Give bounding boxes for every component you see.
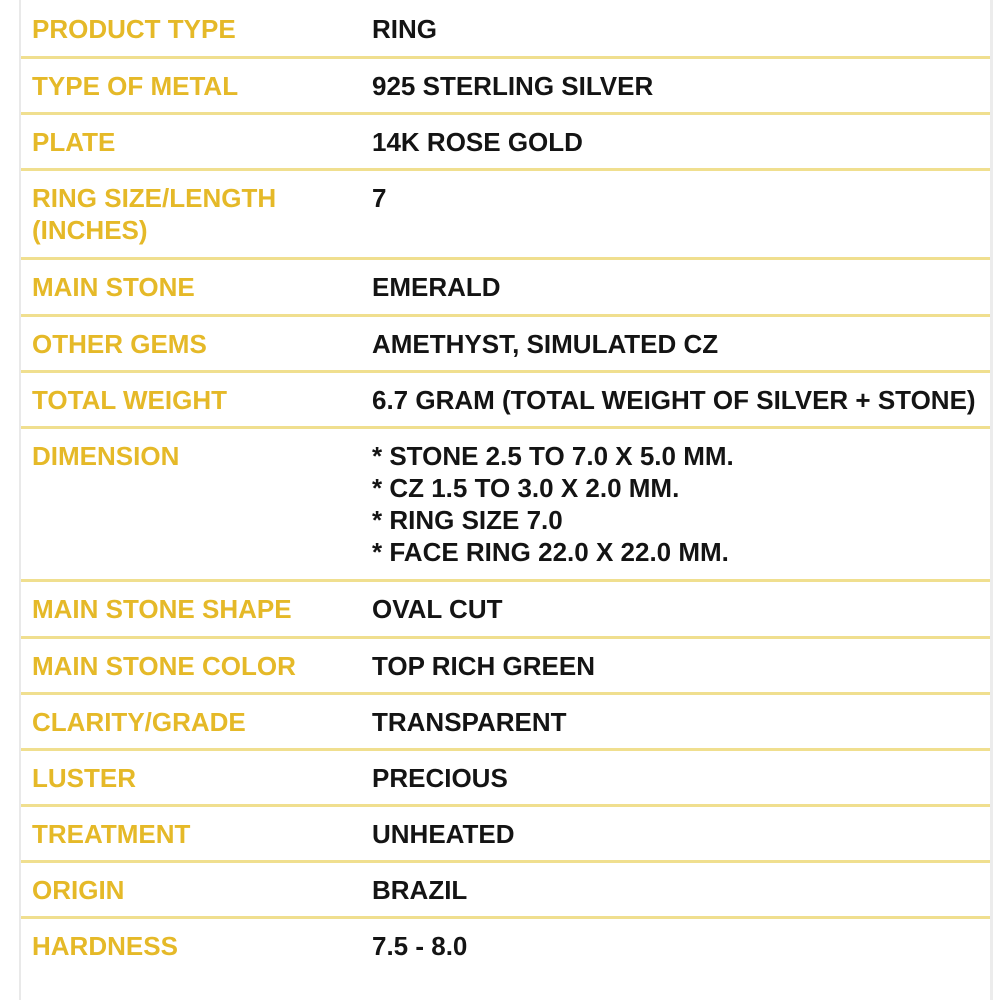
spec-row-type-of-metal <box>21 59 990 115</box>
spec-label: HARDNESS <box>32 931 178 961</box>
spec-row-luster <box>21 751 990 807</box>
spec-value: 6.7 GRAM (TOTAL WEIGHT OF SILVER + STONE) <box>372 385 976 415</box>
spec-value: 7 <box>372 183 387 213</box>
spec-value: 7.5 - 8.0 <box>372 931 468 961</box>
spec-label: TYPE OF METAL <box>32 71 239 101</box>
spec-value: TOP RICH GREEN <box>372 651 595 681</box>
spec-row-hardness <box>21 919 990 975</box>
spec-value: 14K ROSE GOLD <box>372 127 583 157</box>
spec-value: EMERALD <box>372 272 501 302</box>
spec-label: OTHER GEMS <box>32 329 207 359</box>
spec-row-total-weight <box>21 373 990 429</box>
spec-value: TRANSPARENT <box>372 707 567 737</box>
spec-label: MAIN STONE COLOR <box>32 651 296 681</box>
dimension-line: * STONE 2.5 TO 7.0 X 5.0 MM. <box>372 441 734 471</box>
spec-value: RING <box>372 14 437 44</box>
spec-table <box>21 2 990 975</box>
spec-label: LUSTER <box>32 763 136 793</box>
spec-value: BRAZIL <box>372 875 468 905</box>
spec-row-other-gems <box>21 317 990 373</box>
dimension-line: * RING SIZE 7.0 <box>372 505 563 535</box>
spec-label: TREATMENT <box>32 819 191 849</box>
spec-row-ring-size <box>21 171 990 260</box>
dimension-line: * FACE RING 22.0 X 22.0 MM. <box>372 537 729 567</box>
spec-row-product-type <box>21 2 990 59</box>
spec-value <box>372 440 990 579</box>
spec-label: PLATE <box>32 127 116 157</box>
spec-label: MAIN STONE <box>32 272 195 302</box>
spec-row-treatment <box>21 807 990 863</box>
spec-label: MAIN STONE SHAPE <box>32 594 292 624</box>
spec-value: OVAL CUT <box>372 594 503 624</box>
spec-label: DIMENSION <box>32 441 180 471</box>
spec-label: ORIGIN <box>32 875 125 905</box>
spec-value: AMETHYST, SIMULATED CZ <box>372 329 719 359</box>
spec-label-line: RING SIZE/LENGTH <box>32 183 277 213</box>
spec-row-plate <box>21 115 990 171</box>
spec-row-main-stone-shape <box>21 582 990 639</box>
spec-row-main-stone <box>21 260 990 317</box>
spec-value: 925 STERLING SILVER <box>372 71 654 101</box>
spec-value: UNHEATED <box>372 819 515 849</box>
spec-row-main-stone-color <box>21 639 990 695</box>
spec-label: PRODUCT TYPE <box>32 14 236 44</box>
spec-value: PRECIOUS <box>372 763 508 793</box>
spec-row-origin <box>21 863 990 919</box>
spec-label: TOTAL WEIGHT <box>32 385 227 415</box>
dimension-line: * CZ 1.5 TO 3.0 X 2.0 MM. <box>372 473 680 503</box>
spec-row-clarity-grade <box>21 695 990 751</box>
spec-label <box>21 182 372 257</box>
spec-label-line: (INCHES) <box>32 215 148 245</box>
spec-row-dimension <box>21 429 990 582</box>
spec-label: CLARITY/GRADE <box>32 707 246 737</box>
right-border <box>990 0 993 1000</box>
